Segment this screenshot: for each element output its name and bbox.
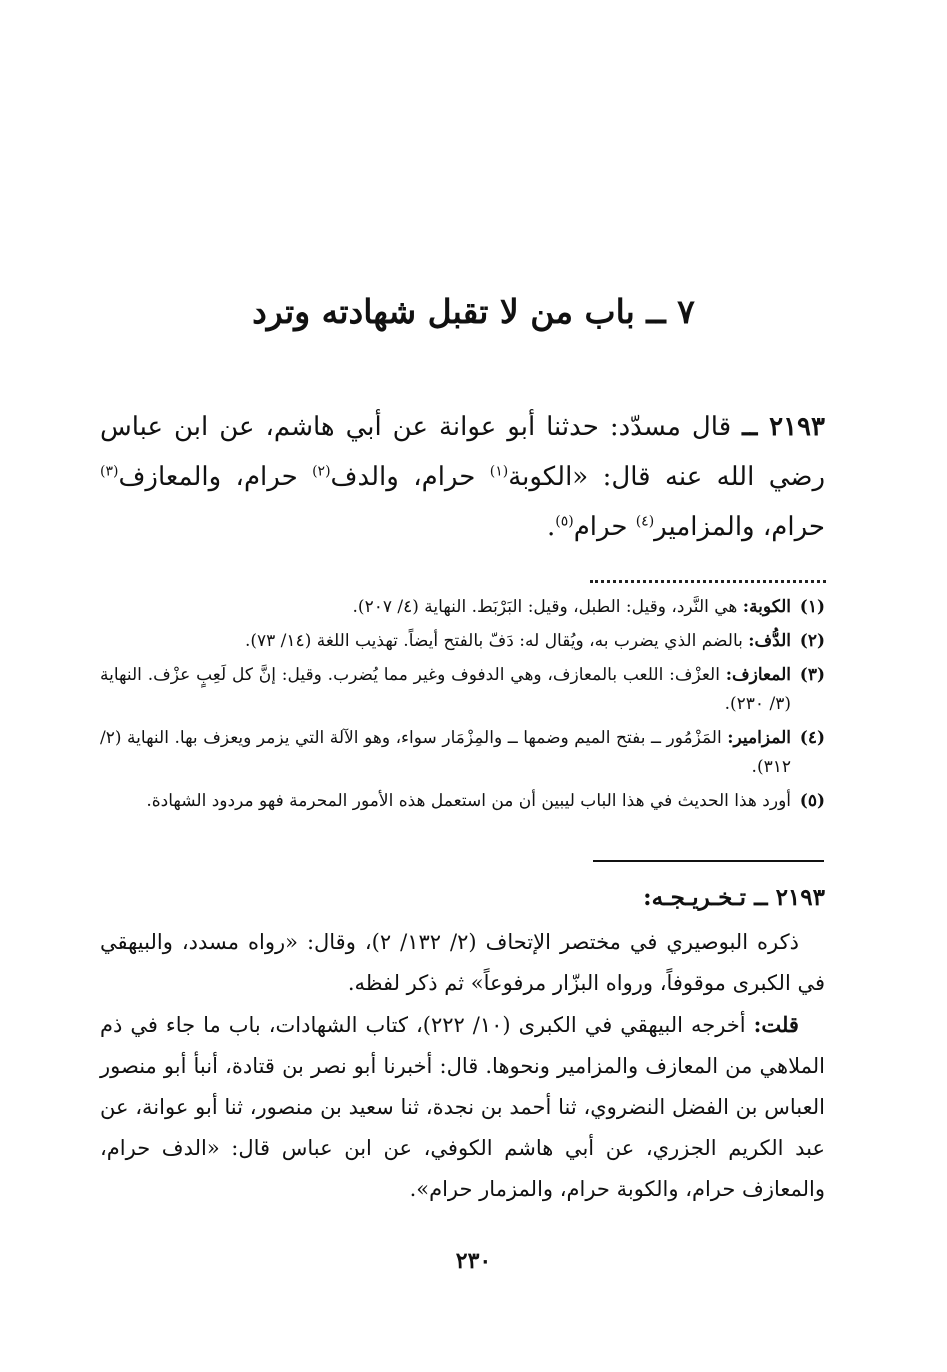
takhrij-body (100, 922, 825, 1210)
footnote-body: بالضم الذي يضرب به، ويُقال له: دَفّ بالفتح أيضاً. تهذيب اللغة (١٤/ ٧٣). (244, 631, 749, 651)
footnote (100, 724, 825, 782)
footnote-body: هي النَّرد، وقيل: الطبل، وقيل: البَرْبَط. النهاية (٤/ ٢٠٧). (352, 597, 743, 617)
hadith-segment: حرام، والمعازف (118, 462, 313, 492)
footnote-ref[interactable]: (١) (489, 463, 509, 480)
takhrij-label: قلت: (753, 1012, 799, 1037)
footnote-body: أورد هذا الحديث في هذا الباب ليبين أن من استعمل هذه الأمور المحرمة فهو مردود الشهادة. (146, 791, 791, 811)
footnote-separator (590, 570, 826, 583)
footnote-body: العزْف: اللعب بالمعازف، وهي الدفوف وغير مما يُضرب. وقيل: إنَّ كل لَعِبٍ عزْف. النهاية (٣/ ٢٣٠). (100, 665, 791, 714)
footnote-text (100, 627, 791, 656)
footnote-number: (٥) (799, 791, 825, 811)
takhrij-heading: ٢١٩٣ ــ تـخـريـجـه: (643, 884, 825, 911)
footnote-body: المَزْمُور ــ بفتح الميم وضمها ــ والمِزْمَار سواء، وهو الآلة التي يزمر ويعزف بها. النهاية (٢/ ٣١٢). (100, 728, 791, 777)
hadith-segment: حرام، والمزامير (654, 512, 825, 542)
footnote-text (100, 593, 791, 622)
footnote (100, 661, 825, 719)
footnote-number: (٣) (799, 665, 825, 685)
hadith-segment: حرام (573, 512, 636, 542)
hadith-number: ٢١٩٣ ــ (742, 412, 825, 442)
takhrij-paragraph: ذكره البوصيري في مختصر الإتحاف (٢/ ١٣٢/ ٢)، وقال: «رواه مسدد، والبيهقي في الكبرى موقوفاً، ورواه البزّار مرفوعاً» ثم ذكر لفظه. (100, 930, 825, 995)
footnote-ref[interactable]: (٤) (635, 513, 655, 530)
footnote (100, 627, 825, 656)
footnote-text (100, 661, 791, 719)
footnote (100, 593, 825, 622)
hadith-segment: . (546, 512, 556, 542)
chapter-title: ٧ ــ باب من لا تقبل شهادته وترد (252, 292, 695, 331)
footnote-term: الدُّف: (748, 631, 791, 651)
footnote-text (100, 787, 791, 816)
section-divider (593, 860, 824, 862)
footnote-term: الكوبة: (742, 597, 791, 617)
footnote-ref[interactable]: (٢) (312, 463, 331, 480)
footnote-term: المزامير: (727, 728, 791, 748)
hadith-segment: قال مسدّد: حدثنا أبو عوانة عن أبي هاشم، عن ابن عباس رضي الله عنه قال: «الكوبة (100, 412, 825, 492)
footnotes (100, 593, 825, 821)
footnote-ref[interactable]: (٣) (100, 463, 119, 480)
page-number: ٢٣٠ (455, 1248, 492, 1274)
takhrij-paragraph-text: أخرجه البيهقي في الكبرى (١٠/ ٢٢٢)، كتاب الشهادات، باب ما جاء في ذم الملاهي من المعازف والمزامير ونحوها. قال: أخبرنا أبو نصر بن قتادة، أنبأ أبو منصور العباس بن الفضل النضروي، ثنا أحمد بن نجدة، ثنا سعيد بن منصور، ثنا أبو عوانة، عن عبد الكريم الجزري، عن أبي هاشم الكوفي، عن ابن عباس قال: «الدف حرام، والمعازف حرام، والكوبة حرام، والمزمار حرام». (100, 1013, 825, 1201)
hadith-text (100, 402, 825, 552)
footnote-term: المعازف: (725, 665, 791, 685)
footnote-number: (٢) (799, 631, 825, 651)
footnote-ref[interactable]: (٥) (555, 513, 574, 530)
footnote-text (100, 724, 791, 782)
footnote-number: (٤) (799, 728, 825, 748)
hadith-segment: حرام، والدف (330, 462, 490, 492)
takhrij-paragraph (100, 1004, 825, 1210)
footnote-number: (١) (799, 597, 825, 617)
footnote (100, 787, 825, 816)
